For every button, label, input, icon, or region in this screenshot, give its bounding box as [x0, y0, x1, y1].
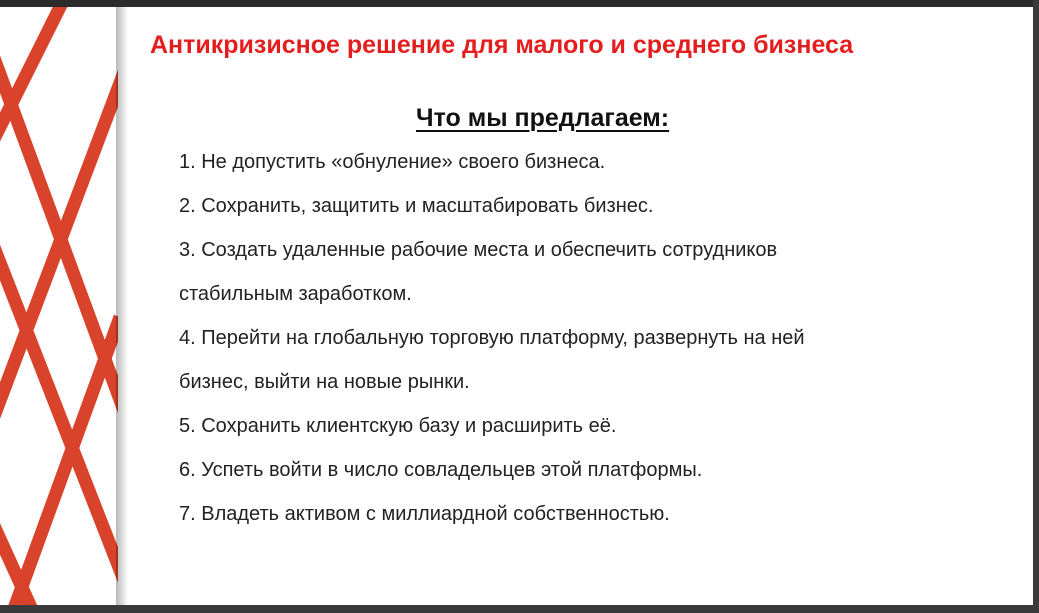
list-item: 3. Создать удаленные рабочие места и обеспечить сотрудников	[179, 239, 778, 261]
list-item: 6. Успеть войти в число совладельцев этой платформы.	[179, 459, 703, 481]
list-item: 4. Перейти на глобальную торговую платформу, развернуть на ней	[179, 327, 805, 349]
presentation-slide	[0, 7, 1033, 605]
slide-subtitle: Что мы предлагаем:	[416, 104, 670, 132]
list-item: 5. Сохранить клиентскую базу и расширить её.	[179, 415, 617, 437]
list-item: 1. Не допустить «обнуление» своего бизнеса.	[179, 151, 606, 173]
list-item-continuation: бизнес, выйти на новые рынки.	[179, 371, 470, 393]
stripe	[0, 237, 118, 605]
panel-shadow	[116, 7, 128, 605]
frame-edge-right	[1033, 0, 1039, 613]
list-item: 2. Сохранить, защитить и масштабировать бизнес.	[179, 195, 654, 217]
list-item: 7. Владеть активом с миллиардной собственностью.	[179, 503, 670, 525]
slide-title: Антикризисное решение для малого и среднего бизнеса	[150, 31, 854, 59]
stripes-graphic	[0, 7, 118, 605]
list-item-continuation: стабильным заработком.	[179, 283, 412, 305]
decorative-stripes	[0, 7, 118, 605]
frame-edge-bottom	[0, 605, 1039, 613]
stripe	[0, 7, 70, 147]
